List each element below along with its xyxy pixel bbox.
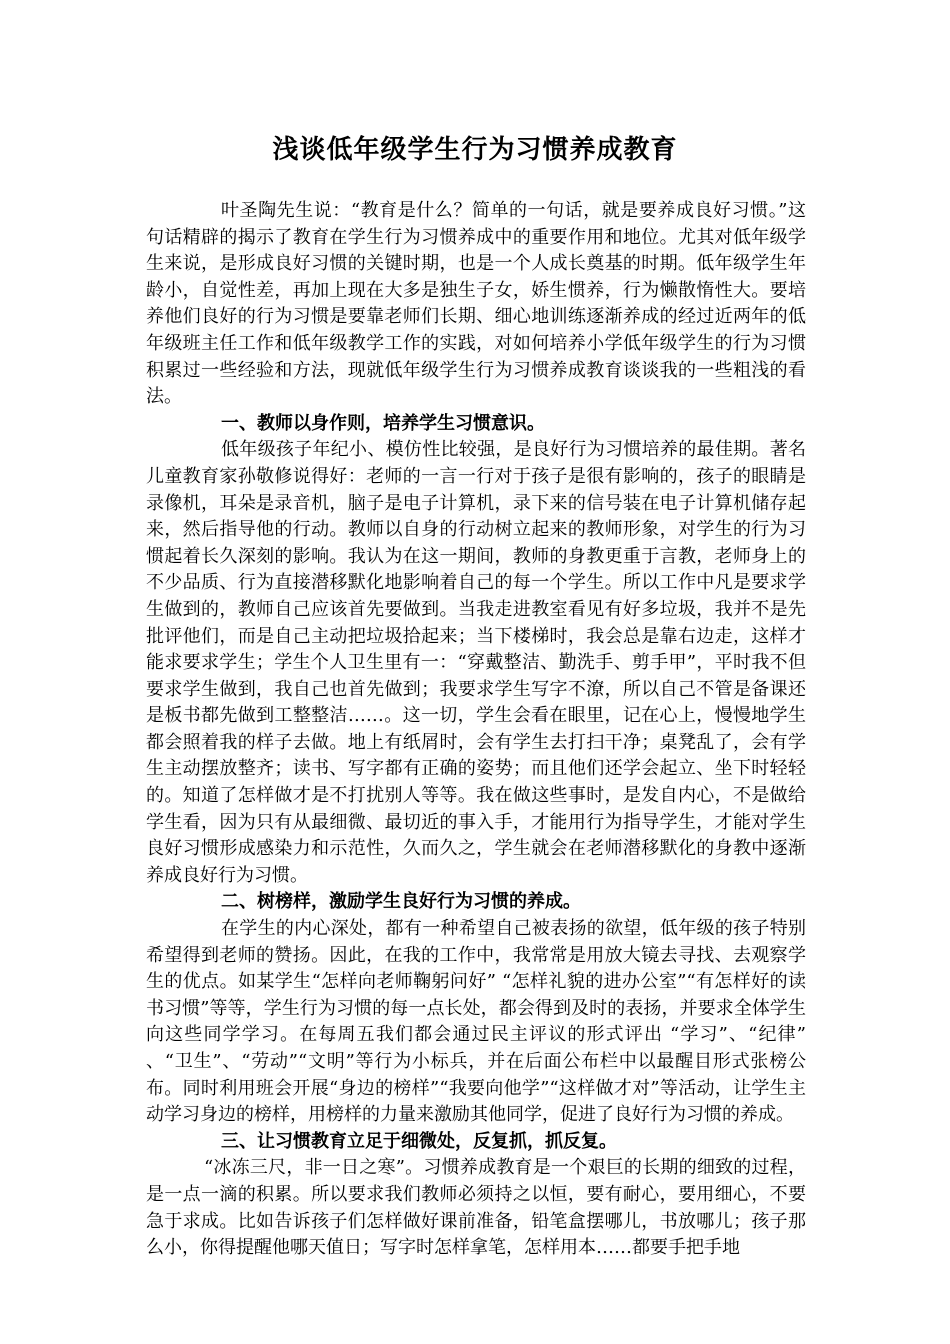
paragraph-intro: 叶圣陶先生说：“教育是什么？简单的一句话，就是要养成良好习惯。”这句话精辟的揭示了教育在学生行为习惯养成中的重要作用和地位。尤其对低年级学生来说，是形成良好习惯的关键时期，也是一个人成长奠基的时期。低年级学生年龄小，自觉性差，再加上现在大多是独生子女，娇生惯养，行为懒散惰性大。要培养他们良好的行为习惯是要靠老师们长期、细心地训练逐渐养成的经过近两年的低年级班主任工作和低年级教学工作的实践，对如何培养小学低年级学生的行为习惯积累过一些经验和方法，现就低年级学生行为习惯养成教育谈谈我的一些粗浅的看法。 xyxy=(146,200,806,408)
paragraph-section-3: “冰冻三尺，非一日之寒”。习惯养成教育是一个艰巨的长期的细致的过程，是一点一滴的积累。所以要求我们教师必须持之以恒，要有耐心，要用细心，不要急于求成。比如告诉孩子们怎样做好课前准备，铅笔盒摆哪儿，书放哪儿；孩子那么小，你得提醒他哪天值日；写字时怎样拿笔，怎样用本……都要手把手地 xyxy=(146,1157,806,1259)
paragraph-section-2: 在学生的内心深处，都有一种希望自己被表扬的欲望，低年级的孩子特别希望得到老师的赞扬。因此，在我的工作中，我常常是用放大镜去寻找、去观察学生的优点。如某学生“怎样向老师鞠躬问好” “怎样礼貌的进办公室”“有怎样好的读书习惯”等等，学生行为习惯的每一点长处，都会得到及时的表扬，并要求全体学生向这些同学学习。在每周五我们都会通过民主评议的形式评出 “学习”、“纪律” 、“卫生”、“劳动”“文明”等行为小标兵，并在后面公布栏中以最醒目形式张榜公布。同时利用班会开展“身边的榜样”“我要向他学”“这样做才对”等活动，让学生主动学习身边的榜样，用榜样的力量来激励其他同学，促进了良好行为习惯的养成。 xyxy=(146,918,806,1126)
paragraph-section-1: 低年级孩子年纪小、模仿性比较强，是良好行为习惯培养的最佳期。著名儿童教育家孙敬修说得好：老师的一言一行对于孩子是很有影响的，孩子的眼睛是录像机，耳朵是录音机，脑子是电子计算机，录下来的信号装在电子计算机储存起来，然后指导他的行动。教师以自身的行动树立起来的教师形象，对学生的行为习惯起着长久深刻的影响。我认为在这一期间，教师的身教更重于言教，老师身上的不少品质、行为直接潜移默化地影响着自己的每一个学生。所以工作中凡是要求学生做到的，教师自己应该首先要做到。当我走进教室看见有好多垃圾，我并不是先批评他们，而是自己主动把垃圾拾起来；当下楼梯时，我会总是靠右边走，这样才能求要求学生；学生个人卫生里有一：“穿戴整洁、勤洗手、剪手甲”，平时我不但要求学生做到，我自己也首先做到；我要求学生写字不潦，所以自己不管是备课还是板书都先做到工整整洁……。这一切，学生会看在眼里，记在心上，慢慢地学生都会照着我的样子去做。地上有纸屑时，会有学生去打扫干净；桌凳乱了，会有学生主动摆放整齐；读书、写字都有正确的姿势；而且他们还学会起立、坐下时轻轻的。知道了怎样做才是不打扰别人等等。我在做这些事时，是发自内心，不是做给学生看，因为只有从最细微、最切近的事入手，才能用行为指导学生，才能对学生良好习惯形成感染力和示范性，久而久之，学生就会在老师潜移默化的身教中逐渐养成良好行为习惯。 xyxy=(146,439,806,886)
section-heading-1: 一、教师以身作则，培养学生习惯意识。 xyxy=(221,412,545,434)
document-body xyxy=(146,198,806,1262)
section-heading-3: 三、让习惯教育立足于细微处，反复抓，抓反复。 xyxy=(221,1130,617,1152)
document-title: 浅谈低年级学生行为习惯养成教育 xyxy=(272,135,678,165)
section-heading-2: 二、树榜样，激励学生良好行为习惯的养成。 xyxy=(221,891,581,913)
